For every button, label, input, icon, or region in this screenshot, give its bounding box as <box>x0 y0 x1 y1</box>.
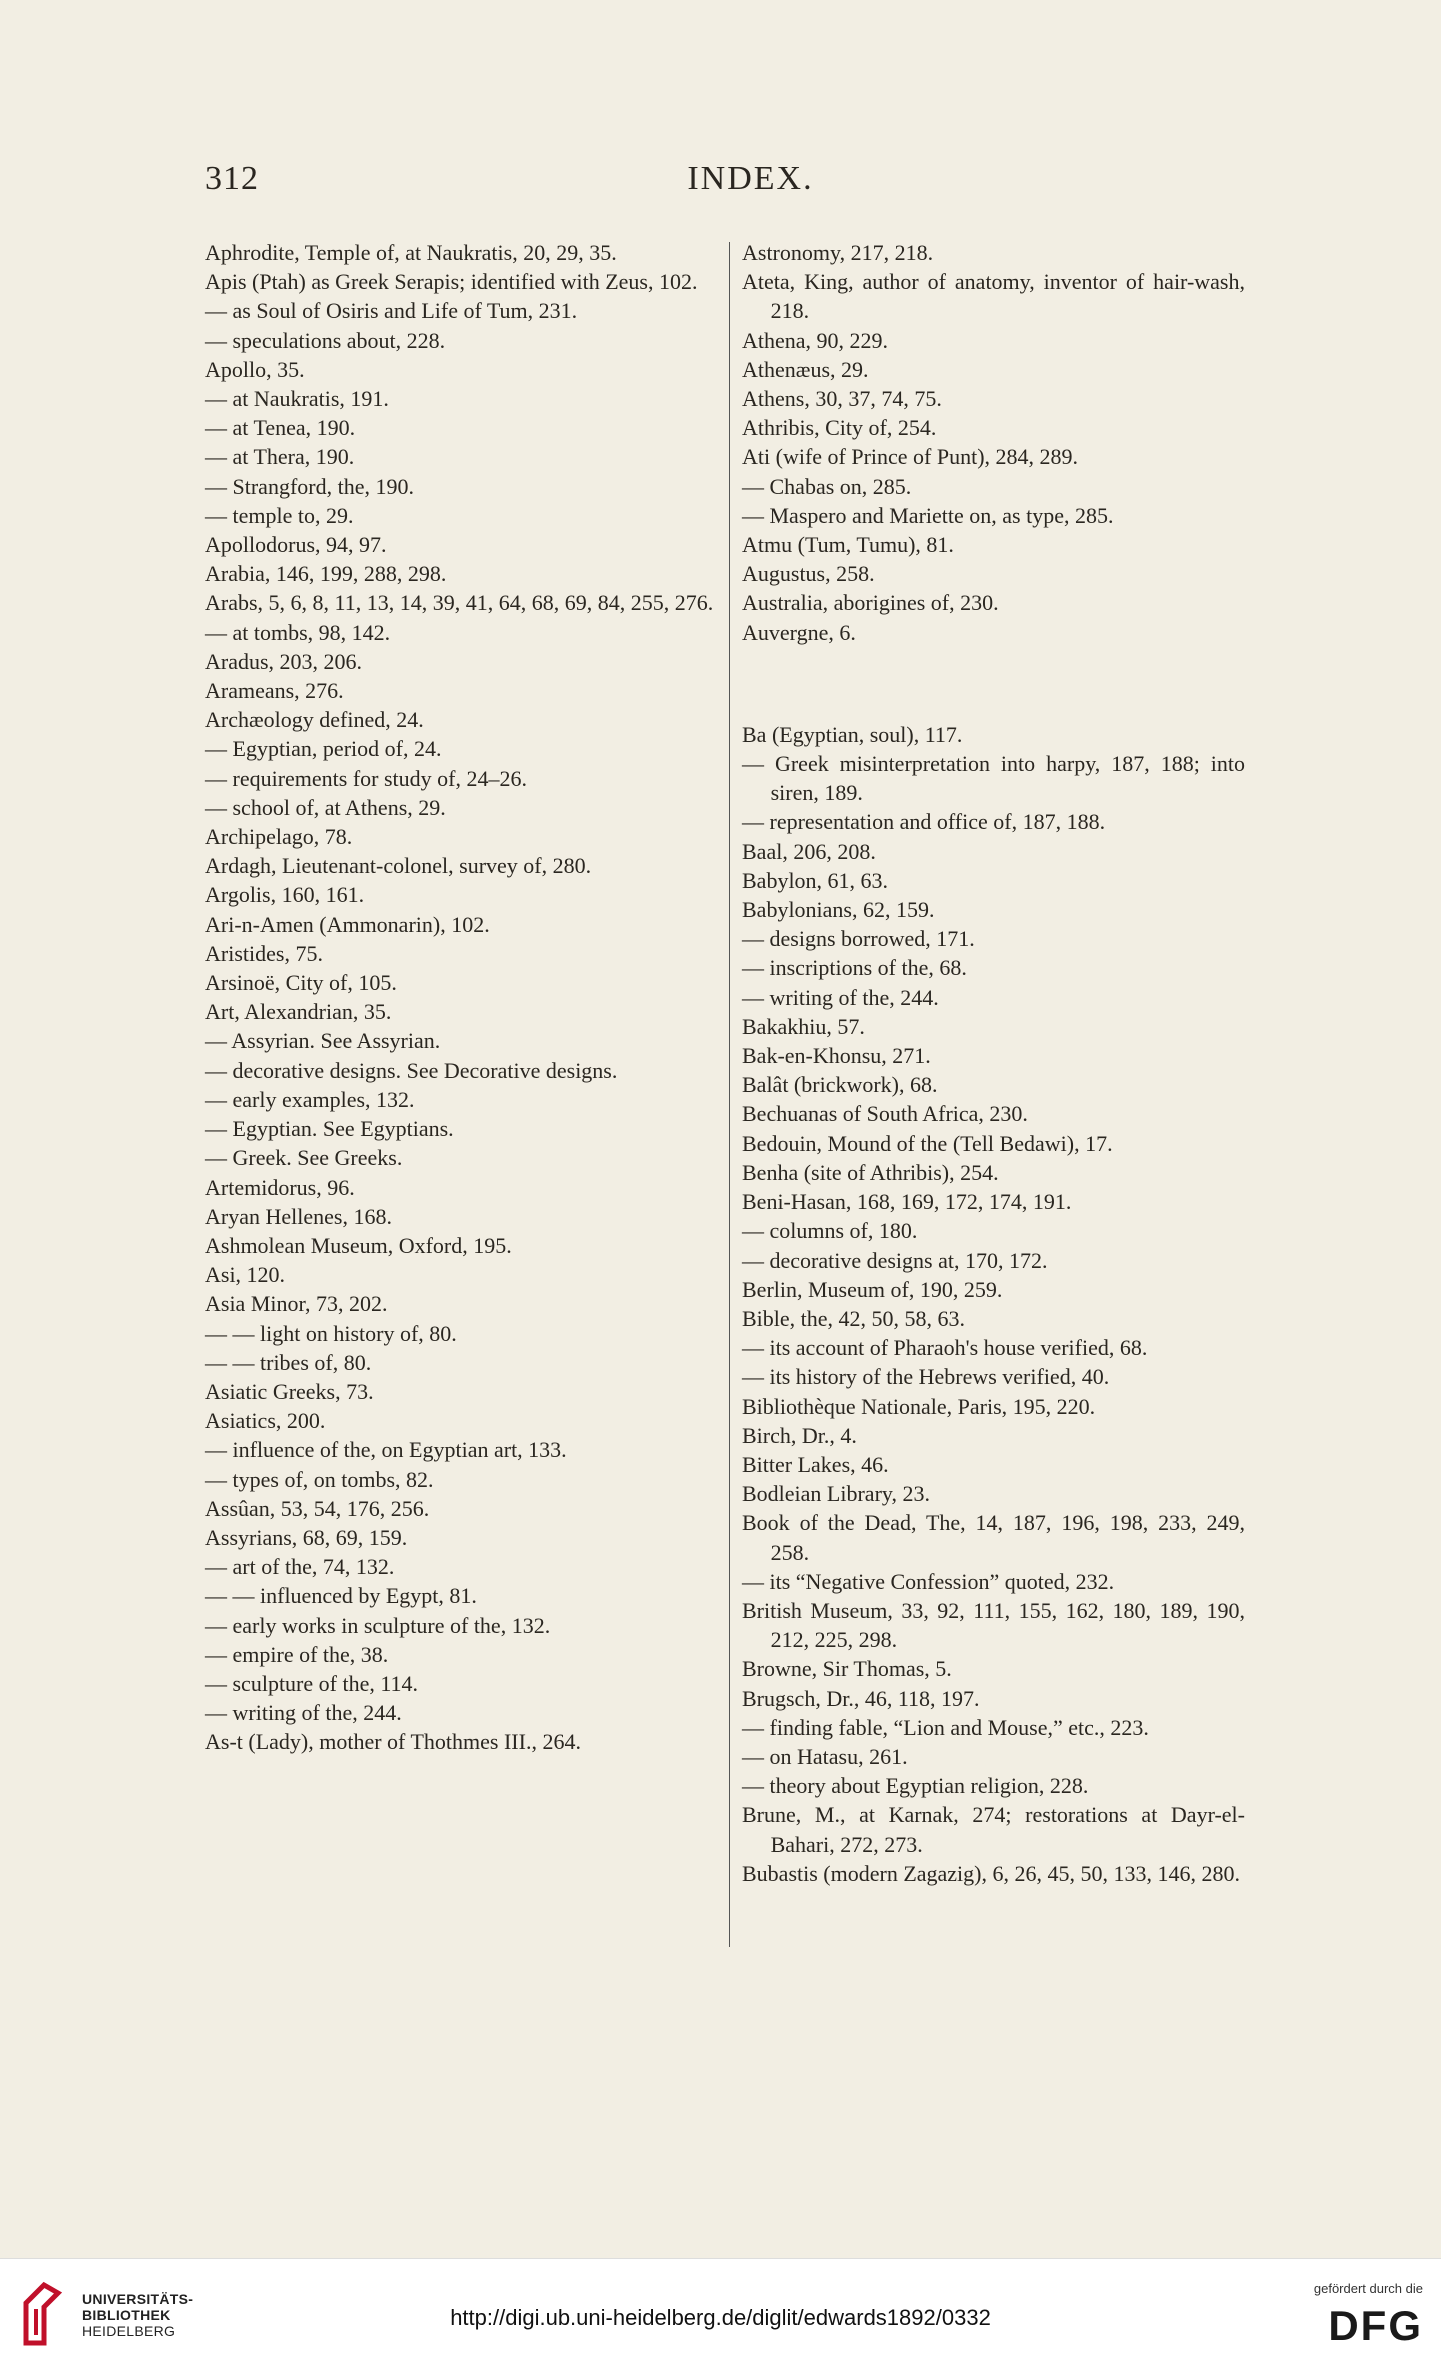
index-entry: Balât (brickwork), 68. <box>742 1072 938 1098</box>
index-entry: Asiatics, 200. <box>205 1408 326 1434</box>
index-entry: Ashmolean Museum, Oxford, 195. <box>205 1232 512 1258</box>
index-entry: Bodleian Library, 23. <box>742 1481 930 1507</box>
index-entry: Bakakhiu, 57. <box>742 1013 865 1039</box>
index-entry: — writing of the, 244. <box>742 984 939 1010</box>
index-entry: — Greek misinterpretation into harpy, 187, 188; into siren, 189. <box>742 751 1245 806</box>
index-entry: Ari-n-Amen (Ammonarin), 102. <box>205 911 490 937</box>
index-entry: Archipelago, 78. <box>205 824 353 850</box>
index-entry: Arabia, 146, 199, 288, 298. <box>205 561 447 587</box>
index-entry: Brugsch, Dr., 46, 118, 197. <box>742 1685 980 1711</box>
index-entry: — requirements for study of, 24–26. <box>205 765 527 791</box>
library-name-line2: BIBLIOTHEK <box>82 2307 171 2323</box>
index-entry: Athens, 30, 37, 74, 75. <box>742 386 942 412</box>
index-entry: — Chabas on, 285. <box>742 473 912 499</box>
index-entry: — its account of Pharaoh's house verified, 68. <box>742 1335 1148 1361</box>
index-entry: Bitter Lakes, 46. <box>742 1451 889 1477</box>
index-entry: — writing of the, 244. <box>205 1700 402 1726</box>
index-entry: Asiatic Greeks, 73. <box>205 1378 374 1404</box>
index-entry: — sculpture of the, 114. <box>205 1670 419 1696</box>
index-entry: — inscriptions of the, 68. <box>742 955 967 981</box>
index-entry: Assûan, 53, 54, 176, 256. <box>205 1495 430 1521</box>
index-entry: Apollo, 35. <box>205 356 305 382</box>
index-entry: Athenæus, 29. <box>742 356 869 382</box>
index-entry: Browne, Sir Thomas, 5. <box>742 1656 952 1682</box>
index-entry: — — light on history of, 80. <box>205 1320 457 1346</box>
index-gap <box>742 669 1245 698</box>
index-entry: — at tombs, 98, 142. <box>205 619 391 645</box>
index-entry: Artemidorus, 96. <box>205 1174 355 1200</box>
index-entry: Athena, 90, 229. <box>742 327 889 353</box>
index-entry: Bubastis (modern Zagazig), 6, 26, 45, 50, 133, 146, 280. <box>742 1860 1240 1886</box>
index-entry: — at Naukratis, 191. <box>205 386 389 412</box>
index-entry: Apollodorus, 94, 97. <box>205 532 387 558</box>
index-entry: — speculations about, 228. <box>205 327 446 353</box>
index-entry: — types of, on tombs, 82. <box>205 1466 434 1492</box>
index-entry: — at Thera, 190. <box>205 444 355 470</box>
index-entry: Ardagh, Lieutenant-colonel, survey of, 280. <box>205 853 592 879</box>
running-head: INDEX. <box>687 160 814 197</box>
index-entry: Australia, aborigines of, 230. <box>742 590 999 616</box>
index-entry: — as Soul of Osiris and Life of Tum, 231. <box>205 298 578 324</box>
viewer-footer <box>0 2258 1441 2371</box>
index-entry: — Assyrian. See Assyrian. <box>205 1028 441 1054</box>
index-entry: Aristides, 75. <box>205 940 323 966</box>
index-entry: Arabs, 5, 6, 8, 11, 13, 14, 39, 41, 64, 68, 69, 84, 255, 276. <box>205 590 714 616</box>
page-header <box>0 160 1441 210</box>
index-entry: — art of the, 74, 132. <box>205 1554 395 1580</box>
column-divider <box>729 242 730 1947</box>
index-entry: Ati (wife of Prince of Punt), 284, 289. <box>742 444 1079 470</box>
sponsor-caption: gefördert durch die <box>1313 2281 1423 2296</box>
index-column-left <box>205 238 717 1757</box>
index-entry: Bibliothèque Nationale, Paris, 195, 220. <box>742 1393 1096 1419</box>
sponsor-block <box>1263 2281 1423 2350</box>
index-entry: — Egyptian, period of, 24. <box>205 736 442 762</box>
index-entry: Asia Minor, 73, 202. <box>205 1291 388 1317</box>
index-entry: As-t (Lady), mother of Thothmes III., 264. <box>205 1729 581 1755</box>
index-entry: — — influenced by Egypt, 81. <box>205 1583 477 1609</box>
index-entry: — Strangford, the, 190. <box>205 473 414 499</box>
index-entry: Atmu (Tum, Tumu), 81. <box>742 532 954 558</box>
index-entry: Berlin, Museum of, 190, 259. <box>742 1276 1003 1302</box>
index-entry: — early works in sculpture of the, 132. <box>205 1612 551 1638</box>
index-entry: — Greek. See Greeks. <box>205 1145 403 1171</box>
index-entry: Asi, 120. <box>205 1262 286 1288</box>
library-name-line1: UNIVERSITÄTS- <box>82 2291 194 2307</box>
index-entry: — designs borrowed, 171. <box>742 926 975 952</box>
index-entry: Birch, Dr., 4. <box>742 1422 857 1448</box>
index-entry: Aradus, 203, 206. <box>205 648 363 674</box>
index-entry: — Maspero and Mariette on, as type, 285. <box>742 502 1114 528</box>
index-entry: Book of the Dead, The, 14, 187, 196, 198, 233, 249, 258. <box>742 1510 1245 1565</box>
index-entry: — representation and office of, 187, 188. <box>742 809 1106 835</box>
index-entry: Augustus, 258. <box>742 561 875 587</box>
index-entry: — at Tenea, 190. <box>205 415 356 441</box>
index-entry: Aphrodite, Temple of, at Naukratis, 20, 29, 35. <box>205 240 617 265</box>
index-entry: — decorative designs at, 170, 172. <box>742 1247 1048 1273</box>
index-entry: Auvergne, 6. <box>742 619 856 645</box>
index-entry: Astronomy, 217, 218. <box>742 240 934 265</box>
index-entry: Ba (Egyptian, soul), 117. <box>742 721 963 747</box>
index-entry: Brune, M., at Karnak, 274; restorations at Dayr-el-Bahari, 272, 273. <box>742 1802 1245 1857</box>
index-entry: Arameans, 276. <box>205 678 344 704</box>
index-entry: Ateta, King, author of anatomy, inventor of hair-wash, 218. <box>742 269 1245 324</box>
index-entry: Arsinoë, City of, 105. <box>205 970 397 996</box>
index-entry: — Egyptian. See Egyptians. <box>205 1116 454 1142</box>
index-entry: — empire of the, 38. <box>205 1641 389 1667</box>
index-entry: — on Hatasu, 261. <box>742 1743 908 1769</box>
index-entry: Babylon, 61, 63. <box>742 867 889 893</box>
index-entry: — — tribes of, 80. <box>205 1349 372 1375</box>
index-entry: Athribis, City of, 254. <box>742 415 937 441</box>
index-entry: Art, Alexandrian, 35. <box>205 999 392 1025</box>
index-entry: Aryan Hellenes, 168. <box>205 1203 392 1229</box>
index-entry: — school of, at Athens, 29. <box>205 794 446 820</box>
index-entry: Beni-Hasan, 168, 169, 172, 174, 191. <box>742 1189 1072 1215</box>
index-entry: Archæology defined, 24. <box>205 707 424 733</box>
library-name-line3: HEIDELBERG <box>82 2323 176 2339</box>
index-entry: — influence of the, on Egyptian art, 133. <box>205 1437 567 1463</box>
index-entry: Assyrians, 68, 69, 159. <box>205 1524 408 1550</box>
index-entry: Bible, the, 42, 50, 58, 63. <box>742 1305 966 1331</box>
index-entry: Bak-en-Khonsu, 271. <box>742 1043 931 1069</box>
index-entry: — finding fable, “Lion and Mouse,” etc., 223. <box>742 1714 1149 1740</box>
index-entry: — decorative designs. See Decorative designs. <box>205 1057 618 1083</box>
index-entry: Bechuanas of South Africa, 230. <box>742 1101 1028 1127</box>
index-entry: — theory about Egyptian religion, 228. <box>742 1773 1089 1799</box>
index-entry: Argolis, 160, 161. <box>205 882 365 908</box>
index-entry: Babylonians, 62, 159. <box>742 897 935 923</box>
index-entry: British Museum, 33, 92, 111, 155, 162, 180, 189, 190, 212, 225, 298. <box>742 1597 1245 1653</box>
index-entry: — temple to, 29. <box>205 502 354 528</box>
index-column-right <box>742 238 1245 1888</box>
index-entry: — its history of the Hebrews verified, 40. <box>742 1364 1110 1390</box>
index-entry: — columns of, 180. <box>742 1218 918 1244</box>
dfg-logo: DFG <box>1328 2302 1423 2349</box>
permalink-url[interactable]: http://digi.ub.uni-heidelberg.de/diglit/edwards1892/0332 <box>450 2305 991 2330</box>
index-entry: Benha (site of Athribis), 254. <box>742 1159 999 1185</box>
index-entry: — early examples, 132. <box>205 1086 415 1112</box>
index-entry: Apis (Ptah) as Greek Serapis; identified with Zeus, 102. <box>205 269 698 295</box>
index-entry: Baal, 206, 208. <box>742 838 876 864</box>
index-entry: Bedouin, Mound of the (Tell Bedawi), 17. <box>742 1130 1113 1156</box>
index-entry: — its “Negative Confession” quoted, 232. <box>742 1568 1115 1594</box>
page-number: 312 <box>205 160 259 197</box>
